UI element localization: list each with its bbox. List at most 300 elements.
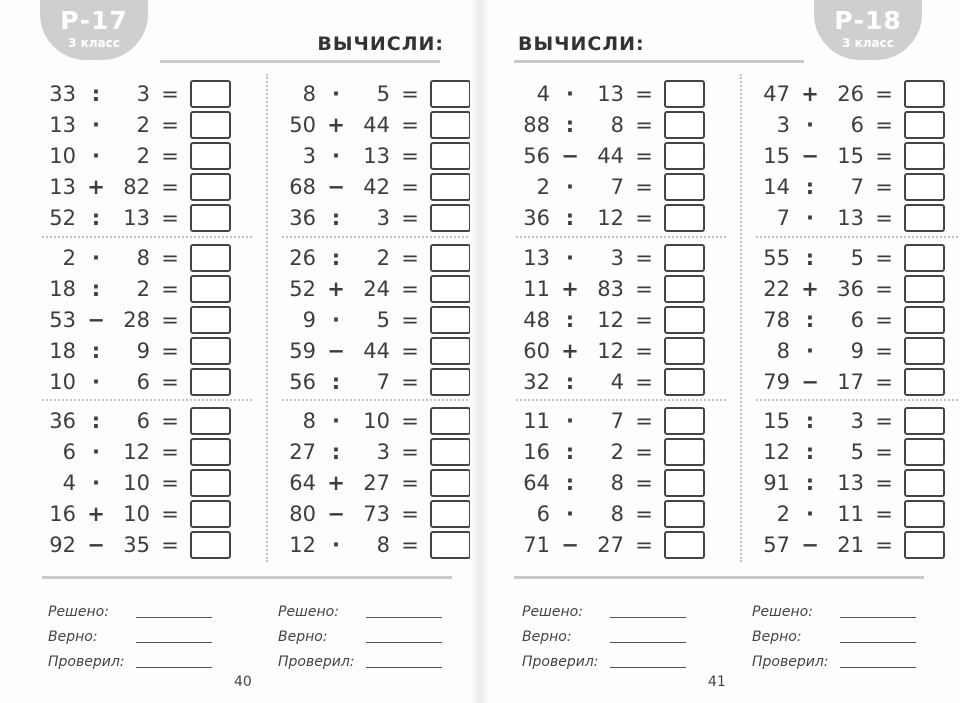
equals-sign: = [635, 338, 653, 363]
operator-sign: · [92, 245, 100, 270]
results-blank-line[interactable] [610, 652, 686, 668]
results-row [278, 595, 480, 620]
heading-rule [514, 60, 804, 63]
exercise-row [516, 335, 726, 366]
answer-box[interactable] [430, 111, 471, 139]
results-column [522, 595, 752, 670]
operand-b: 7 [850, 174, 864, 199]
equals-sign: = [161, 369, 179, 394]
operand-b: 10 [363, 408, 390, 433]
equals-sign: = [635, 307, 653, 332]
equals-sign: = [401, 245, 419, 270]
answer-box[interactable] [664, 531, 705, 559]
operator-sign: + [327, 112, 345, 137]
equals-sign: = [875, 470, 893, 495]
answer-box[interactable] [190, 407, 231, 435]
operand-b: 44 [363, 338, 390, 363]
results-blank-line[interactable] [136, 652, 212, 668]
results-label: Решено: [522, 604, 583, 620]
exercise-row [42, 242, 252, 273]
equals-sign: = [401, 307, 419, 332]
results-blank-line[interactable] [136, 602, 212, 618]
equals-sign: = [635, 369, 653, 394]
operand-a: 16 [49, 501, 76, 526]
operator-sign: + [801, 81, 819, 106]
operator-sign: · [566, 174, 574, 199]
exercise-row [282, 436, 480, 467]
answer-box[interactable] [664, 368, 705, 396]
operand-b: 6 [136, 369, 150, 394]
exercise-row [282, 405, 480, 436]
equals-sign: = [401, 205, 419, 230]
exercise-row [516, 202, 726, 233]
equals-sign: = [401, 276, 419, 301]
results-row [48, 595, 278, 620]
answer-box[interactable] [430, 368, 471, 396]
results-label: Решено: [48, 604, 109, 620]
answer-box[interactable] [904, 438, 945, 466]
answer-box[interactable] [190, 531, 231, 559]
exercise-row [282, 242, 480, 273]
operand-a: 4 [62, 470, 76, 495]
operand-a: 56 [289, 369, 316, 394]
results-blank-line[interactable] [610, 627, 686, 643]
exercise-row [756, 529, 960, 560]
operand-a: 4 [536, 81, 550, 106]
answer-box[interactable] [190, 337, 231, 365]
operand-b: 8 [136, 245, 150, 270]
results-label: Проверил: [752, 654, 829, 670]
operator-sign: · [92, 112, 100, 137]
answer-box[interactable] [430, 173, 471, 201]
equals-sign: = [161, 470, 179, 495]
exercise-row [42, 467, 252, 498]
operand-b: 8 [610, 501, 624, 526]
operator-sign: + [87, 501, 105, 526]
page-number: 40 [234, 674, 252, 690]
operand-a: 36 [523, 205, 550, 230]
operator-sign: : [331, 205, 341, 230]
results-blank-line[interactable] [840, 652, 916, 668]
equals-sign: = [635, 501, 653, 526]
answer-box[interactable] [190, 111, 231, 139]
operand-a: 71 [523, 532, 550, 557]
operator-sign: : [565, 307, 575, 332]
operand-b: 44 [363, 112, 390, 137]
worksheet-badge [40, 0, 148, 60]
answer-box[interactable] [904, 407, 945, 435]
answer-box[interactable] [430, 407, 471, 435]
answer-box[interactable] [430, 337, 471, 365]
answer-box[interactable] [904, 244, 945, 272]
answer-box[interactable] [190, 438, 231, 466]
operator-sign: · [566, 501, 574, 526]
answer-box[interactable] [904, 500, 945, 528]
answer-box[interactable] [664, 80, 705, 108]
equals-sign: = [875, 174, 893, 199]
answer-box[interactable] [190, 173, 231, 201]
operator-sign: : [805, 470, 815, 495]
exercise-row [756, 436, 960, 467]
operand-b: 3 [376, 439, 390, 464]
exercise-row [516, 242, 726, 273]
exercise-row [756, 467, 960, 498]
operand-a: 8 [302, 408, 316, 433]
operand-b: 13 [837, 205, 864, 230]
book-gutter [470, 0, 490, 703]
operand-b: 21 [837, 532, 864, 557]
equals-sign: = [635, 245, 653, 270]
exercise-row [282, 78, 480, 109]
answer-box[interactable] [664, 438, 705, 466]
operand-b: 12 [123, 439, 150, 464]
exercise-row [282, 366, 480, 397]
operand-a: 36 [49, 408, 76, 433]
operand-a: 2 [536, 174, 550, 199]
operand-b: 3 [610, 245, 624, 270]
answer-box[interactable] [430, 438, 471, 466]
exercise-row [42, 405, 252, 436]
exercise-row [756, 498, 960, 529]
answer-box[interactable] [430, 244, 471, 272]
operator-sign: · [332, 143, 340, 168]
exercise-row [756, 109, 960, 140]
exercise-row [756, 335, 960, 366]
operator-sign: + [327, 470, 345, 495]
answer-box[interactable] [190, 244, 231, 272]
operator-sign: · [92, 369, 100, 394]
operand-a: 10 [49, 143, 76, 168]
answer-box[interactable] [904, 80, 945, 108]
operator-sign: : [565, 439, 575, 464]
answer-box[interactable] [430, 469, 471, 497]
operand-a: 79 [763, 369, 790, 394]
equals-sign: = [401, 532, 419, 557]
results-label: Проверил: [48, 654, 125, 670]
exercise-group [516, 236, 726, 399]
exercise-group [282, 399, 480, 562]
operand-b: 12 [597, 205, 624, 230]
operator-sign: · [92, 439, 100, 464]
answer-box[interactable] [664, 204, 705, 232]
operator-sign: + [87, 174, 105, 199]
operand-a: 27 [289, 439, 316, 464]
exercise-row [42, 202, 252, 233]
operand-b: 6 [850, 112, 864, 137]
operator-sign: − [801, 369, 819, 394]
equals-sign: = [401, 112, 419, 137]
answer-box[interactable] [430, 80, 471, 108]
operand-b: 13 [597, 81, 624, 106]
results-label: Решено: [278, 604, 339, 620]
answer-box[interactable] [664, 173, 705, 201]
equals-sign: = [401, 338, 419, 363]
equals-sign: = [161, 276, 179, 301]
answer-box[interactable] [664, 407, 705, 435]
operand-a: 2 [62, 245, 76, 270]
operand-a: 80 [289, 501, 316, 526]
operand-b: 27 [363, 470, 390, 495]
exercise-row [516, 273, 726, 304]
equals-sign: = [401, 174, 419, 199]
answer-box[interactable] [904, 531, 945, 559]
equals-sign: = [875, 408, 893, 433]
results-blank-line[interactable] [610, 602, 686, 618]
equals-sign: = [161, 501, 179, 526]
exercise-row [42, 498, 252, 529]
operator-sign: · [806, 112, 814, 137]
operator-sign: : [565, 112, 575, 137]
equals-sign: = [875, 439, 893, 464]
operand-b: 5 [376, 81, 390, 106]
exercise-group [42, 399, 252, 562]
operand-a: 10 [49, 369, 76, 394]
answer-box[interactable] [904, 337, 945, 365]
answer-box[interactable] [904, 142, 945, 170]
operand-b: 3 [136, 81, 150, 106]
operand-b: 13 [837, 470, 864, 495]
equals-sign: = [161, 532, 179, 557]
operand-b: 5 [376, 307, 390, 332]
results-column [48, 595, 278, 670]
operator-sign: − [327, 501, 345, 526]
results-label: Верно: [278, 629, 328, 645]
operand-a: 64 [289, 470, 316, 495]
operator-sign: · [566, 245, 574, 270]
operator-sign: · [92, 143, 100, 168]
results-column [752, 595, 960, 670]
answer-box[interactable] [664, 142, 705, 170]
results-row [48, 620, 278, 645]
answer-box[interactable] [904, 469, 945, 497]
operand-b: 5 [850, 439, 864, 464]
operand-b: 27 [597, 532, 624, 557]
equals-sign: = [635, 276, 653, 301]
answer-box[interactable] [190, 368, 231, 396]
results-blank-line[interactable] [366, 602, 442, 618]
answer-box[interactable] [904, 173, 945, 201]
operand-b: 83 [597, 276, 624, 301]
equals-sign: = [161, 174, 179, 199]
equals-sign: = [875, 307, 893, 332]
results-label: Верно: [752, 629, 802, 645]
operand-a: 48 [523, 307, 550, 332]
exercise-row [42, 273, 252, 304]
equals-sign: = [401, 501, 419, 526]
answer-box[interactable] [664, 306, 705, 334]
worksheet-badge [814, 0, 922, 60]
answer-box[interactable] [190, 204, 231, 232]
operator-sign: : [805, 307, 815, 332]
results-row [522, 620, 752, 645]
results-footer [522, 595, 960, 670]
equals-sign: = [635, 532, 653, 557]
operator-sign: · [806, 501, 814, 526]
answer-box[interactable] [904, 306, 945, 334]
exercise-row [756, 366, 960, 397]
results-label: Проверил: [522, 654, 599, 670]
answer-box[interactable] [904, 275, 945, 303]
results-label: Проверил: [278, 654, 355, 670]
exercise-group [42, 74, 252, 236]
operand-b: 12 [597, 307, 624, 332]
exercise-group [756, 399, 960, 562]
answer-box[interactable] [664, 337, 705, 365]
operand-b: 10 [123, 470, 150, 495]
exercise-row [42, 109, 252, 140]
operator-sign: : [91, 205, 101, 230]
operand-b: 2 [136, 143, 150, 168]
results-row [522, 595, 752, 620]
operand-a: 9 [302, 307, 316, 332]
answer-box[interactable] [664, 111, 705, 139]
exercise-row [516, 78, 726, 109]
exercise-group [756, 236, 960, 399]
operand-b: 35 [123, 532, 150, 557]
exercise-row [282, 529, 480, 560]
answer-box[interactable] [190, 275, 231, 303]
answer-box[interactable] [904, 204, 945, 232]
operand-a: 18 [49, 338, 76, 363]
answer-box[interactable] [430, 204, 471, 232]
answer-box[interactable] [664, 469, 705, 497]
answer-box[interactable] [430, 500, 471, 528]
exercise-row [42, 171, 252, 202]
exercise-group [282, 236, 480, 399]
grade-label: 3 класс [842, 36, 894, 50]
page-heading: ВЫЧИСЛИ: [317, 33, 444, 55]
operand-b: 2 [376, 245, 390, 270]
operand-a: 18 [49, 276, 76, 301]
operator-sign: + [327, 276, 345, 301]
results-label: Решено: [752, 604, 813, 620]
operand-a: 2 [776, 501, 790, 526]
operand-a: 11 [523, 276, 550, 301]
answer-box[interactable] [664, 244, 705, 272]
equals-sign: = [635, 174, 653, 199]
exercise-row [282, 202, 480, 233]
equals-sign: = [161, 307, 179, 332]
operator-sign: · [332, 81, 340, 106]
operand-b: 13 [123, 205, 150, 230]
answer-box[interactable] [664, 500, 705, 528]
exercise-column [42, 74, 266, 562]
operand-a: 33 [49, 81, 76, 106]
equals-sign: = [161, 205, 179, 230]
results-blank-line[interactable] [366, 652, 442, 668]
operand-b: 2 [610, 439, 624, 464]
answer-box[interactable] [904, 111, 945, 139]
equals-sign: = [635, 112, 653, 137]
footer-rule [514, 576, 924, 579]
answer-box[interactable] [430, 142, 471, 170]
operand-a: 47 [763, 81, 790, 106]
operand-b: 6 [850, 307, 864, 332]
operand-a: 15 [763, 408, 790, 433]
operator-sign: · [806, 205, 814, 230]
exercise-row [516, 171, 726, 202]
exercise-row [516, 498, 726, 529]
answer-box[interactable] [430, 531, 471, 559]
operand-a: 26 [289, 245, 316, 270]
exercise-row [516, 405, 726, 436]
exercise-row [282, 304, 480, 335]
operand-a: 36 [289, 205, 316, 230]
answer-box[interactable] [430, 275, 471, 303]
answer-box[interactable] [190, 469, 231, 497]
answer-box[interactable] [190, 142, 231, 170]
equals-sign: = [401, 143, 419, 168]
operand-a: 14 [763, 174, 790, 199]
results-blank-line[interactable] [136, 627, 212, 643]
operand-a: 15 [763, 143, 790, 168]
equals-sign: = [875, 245, 893, 270]
exercise-columns [516, 74, 960, 562]
operand-b: 3 [850, 408, 864, 433]
answer-box[interactable] [190, 500, 231, 528]
operator-sign: : [331, 439, 341, 464]
answer-box[interactable] [430, 306, 471, 334]
operand-b: 26 [837, 81, 864, 106]
exercise-row [756, 202, 960, 233]
operand-b: 9 [136, 338, 150, 363]
answer-box[interactable] [664, 275, 705, 303]
operand-a: 16 [523, 439, 550, 464]
results-row [48, 645, 278, 670]
exercise-row [42, 304, 252, 335]
exercise-column [266, 74, 480, 562]
equals-sign: = [635, 408, 653, 433]
operand-a: 8 [776, 338, 790, 363]
operator-sign: · [332, 532, 340, 557]
results-label: Верно: [522, 629, 572, 645]
footer-rule [42, 576, 452, 579]
answer-box[interactable] [904, 368, 945, 396]
exercise-group [516, 74, 726, 236]
exercise-group [42, 236, 252, 399]
operand-a: 32 [523, 369, 550, 394]
equals-sign: = [875, 276, 893, 301]
equals-sign: = [161, 439, 179, 464]
operand-a: 22 [763, 276, 790, 301]
exercise-row [756, 304, 960, 335]
operand-a: 8 [302, 81, 316, 106]
answer-box[interactable] [190, 80, 231, 108]
operand-b: 12 [597, 338, 624, 363]
exercise-row [42, 140, 252, 171]
operand-a: 11 [523, 408, 550, 433]
results-blank-line[interactable] [366, 627, 442, 643]
operator-sign: · [566, 408, 574, 433]
exercise-row [516, 140, 726, 171]
operand-a: 50 [289, 112, 316, 137]
exercise-column [740, 74, 960, 562]
results-blank-line[interactable] [840, 627, 916, 643]
page-number: 41 [708, 674, 726, 690]
exercise-row [756, 171, 960, 202]
answer-box[interactable] [190, 306, 231, 334]
operand-b: 5 [850, 245, 864, 270]
results-column [278, 595, 480, 670]
operand-b: 82 [123, 174, 150, 199]
operator-sign: − [561, 143, 579, 168]
operand-a: 53 [49, 307, 76, 332]
results-blank-line[interactable] [840, 602, 916, 618]
results-footer [48, 595, 480, 670]
page-heading: ВЫЧИСЛИ: [518, 33, 645, 55]
operator-sign: · [92, 470, 100, 495]
operand-a: 92 [49, 532, 76, 557]
